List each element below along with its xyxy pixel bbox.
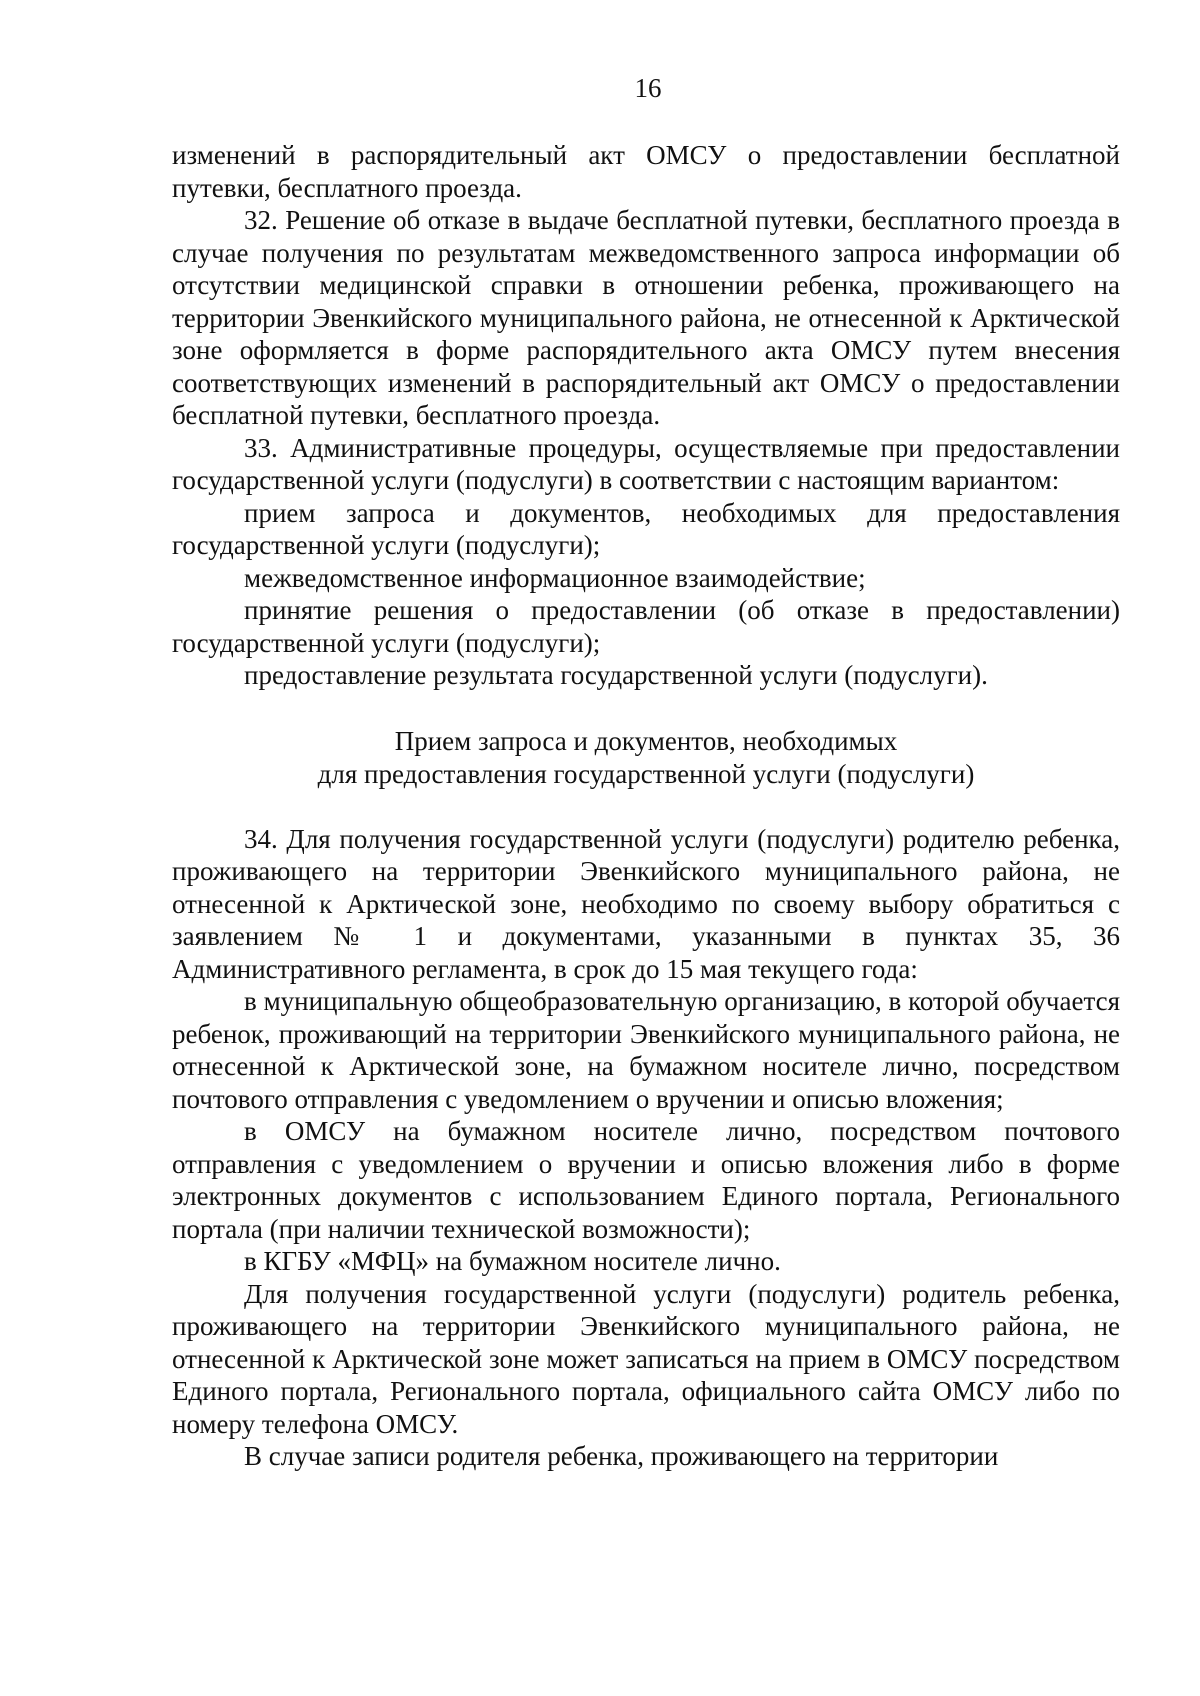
list-item-procedure-3: принятие решения о предоставлении (об отказе в предоставлении) государственной услуги (подуслуги); <box>172 595 1120 658</box>
text-block-before-heading <box>172 139 1120 692</box>
list-item-procedure-2: межведомственное информационное взаимодействие; <box>244 562 866 593</box>
page-number: 16 <box>634 73 662 103</box>
section-heading <box>172 725 1120 791</box>
list-item-submission-school: в муниципальную общеобразовательную организацию, в которой обучается ребенок, проживающий на территории Эвенкийского муниципального района, не отнесенной к Арктической зоне, на бумажном носителе лично, посредством почтового отправления с уведомлением о вручении и описью вложения; <box>172 986 1120 1114</box>
section-heading-line-2: для предоставления государственной услуги (подуслуги) <box>317 758 975 789</box>
list-item-procedure-4: предоставление результата государственной услуги (подуслуги). <box>244 660 988 690</box>
paragraph-continuation: изменений в распорядительный акт ОМСУ о предоставлении бесплатной путевки, бесплатного проезда. <box>172 140 1120 203</box>
list-item-procedure-1: прием запроса и документов, необходимых для предоставления государственной услуги (подуслуги); <box>172 497 1120 560</box>
list-item-submission-omsu: в ОМСУ на бумажном носителе лично, посредством почтового отправления с уведомлением о вручении и описью вложения либо в форме электронных документов с использованием Единого портала, Регионального портала (при наличии технической возможности); <box>172 1116 1120 1244</box>
paragraph-case-record: В случае записи родителя ребенка, проживающего на территории <box>244 1441 999 1471</box>
document-body <box>172 139 1120 1473</box>
paragraph-item-32: 32. Решение об отказе в выдаче бесплатной путевки, бесплатного проезда в случае получения по результатам межведомственного запроса информации об отсутствии медицинской справки в отношении ребенка, проживающего на территории Эвенкийского муниципального района, не отнесенной к Арктической зоне оформляется в форме распорядительного акта ОМСУ путем внесения соответствующих изменений в распорядительный акт ОМСУ о предоставлении бесплатной путевки, бесплатного проезда. <box>172 205 1120 430</box>
paragraph-item-33: 33. Административные процедуры, осуществляемые при предоставлении государственной услуги (подуслуги) в соответствии с настоящим вариантом: <box>172 432 1120 495</box>
text-block-after-heading <box>172 823 1120 1473</box>
paragraph-appointment: Для получения государственной услуги (подуслуги) родитель ребенка, проживающего на территории Эвенкийского муниципального района, не отнесенной к Арктической зоне может записаться на прием в ОМСУ посредством Единого портала, Регионального портала, официального сайта ОМСУ либо по номеру телефона ОМСУ. <box>172 1278 1120 1439</box>
paragraph-item-34: 34. Для получения государственной услуги (подуслуги) родителю ребенка, проживающего на территории Эвенкийского муниципального района, не отнесенной к Арктической зоне, необходимо по своему выбору обратиться с заявлением № 1 и документами, указанными в пунктах 35, 36 Административного регламента, в срок до 15 мая текущего года: <box>172 823 1120 984</box>
section-heading-line-1: Прием запроса и документов, необходимых <box>394 725 898 756</box>
list-item-submission-mfc: в КГБУ «МФЦ» на бумажном носителе лично. <box>244 1246 781 1276</box>
